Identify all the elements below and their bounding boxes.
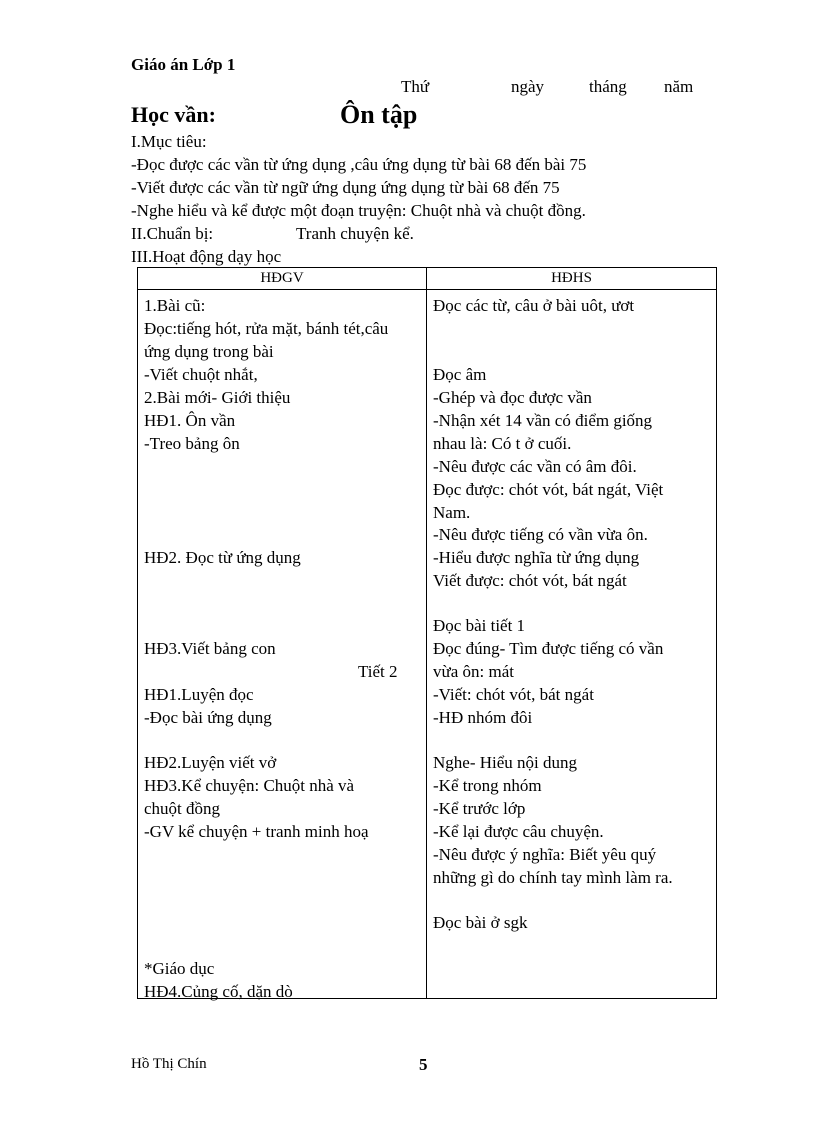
teacher-line: HĐ1. Ôn vần [144, 411, 236, 430]
subject-label: Học vần: [131, 102, 216, 127]
student-line: Đọc được: chót vót, bát ngát, Việt [433, 480, 664, 499]
student-line: Đọc bài ở sgk [433, 913, 528, 932]
student-line: Nghe- Hiểu nội dung [433, 753, 578, 772]
student-line: -Viết: chót vót, bát ngát [433, 685, 594, 704]
objectives-heading: I.Mục tiêu: [131, 132, 207, 151]
student-line: Đọc âm [433, 365, 487, 384]
preparation-value: Tranh chuyện kể. [296, 224, 414, 243]
student-line: -Hiểu được nghĩa từ ứng dụng [433, 548, 640, 567]
student-line: -Ghép và đọc được vần [433, 388, 592, 407]
student-line: Nam. [433, 503, 471, 522]
date-date-label: ngày [511, 77, 545, 96]
objective-item-2: -Viết được các vần từ ngữ ứng dụng ứng dụng từ bài 68 đến 75 [131, 178, 560, 197]
teacher-line: HĐ3.Viết bảng con [144, 639, 276, 658]
teacher-line: -Viết chuột nhắt, [144, 365, 258, 384]
student-line: nhau là: Có t ở cuối. [433, 434, 572, 453]
teacher-line: HĐ3.Kể chuyện: Chuột nhà và [144, 776, 355, 795]
teacher-line: -Treo bảng ôn [144, 434, 240, 453]
student-line: -Nêu được các vần có âm đôi. [433, 457, 637, 476]
footer-author: Hồ Thị Chín [131, 1056, 207, 1072]
teacher-line: Đọc:tiếng hót, rửa mặt, bánh tét,câu [144, 319, 389, 338]
student-activities-cell [427, 290, 717, 999]
student-line: -HĐ nhóm đôi [433, 708, 533, 727]
student-line: những gì do chính tay mình làm ra. [433, 868, 673, 887]
teacher-line: *Giáo dục [144, 959, 215, 978]
teacher-line: HĐ1.Luyện đọc [144, 685, 254, 704]
teacher-line: HĐ2.Luyện viết vở [144, 753, 277, 772]
student-line: -Nhận xét 14 vần có điểm giống [433, 411, 653, 430]
student-line: Đọc đúng- Tìm được tiếng có vần [433, 639, 664, 658]
teacher-column-header: HĐGV [138, 268, 427, 290]
preparation-heading: II.Chuẩn bị: [131, 224, 214, 243]
date-day-label: Thứ [401, 77, 430, 96]
student-line: -Nêu được tiếng có vần vừa ôn. [433, 525, 648, 544]
teacher-line: HĐ4.Củng cố, dặn dò [144, 982, 293, 1001]
document-header-title: Giáo án Lớp 1 [131, 55, 236, 74]
teacher-activities-cell [138, 290, 427, 999]
objective-item-1: -Đọc được các vần từ ứng dụng ,câu ứng dụng từ bài 68 đến bài 75 [131, 155, 587, 174]
student-line: -Kể trước lớp [433, 799, 526, 818]
student-line: Đọc các từ, câu ở bài uôt, ươt [433, 296, 635, 315]
objective-item-3: -Nghe hiểu và kể được một đoạn truyện: Chuột nhà và chuột đồng. [131, 201, 586, 220]
teacher-line: -Đọc bài ứng dụng [144, 708, 272, 727]
student-line: -Nêu được ý nghĩa: Biết yêu quý [433, 845, 657, 864]
teacher-line: HĐ2. Đọc từ ứng dụng [144, 548, 301, 567]
teacher-line: 2.Bài mới- Giới thiệu [144, 388, 291, 407]
lesson-title: Ôn tập [340, 100, 418, 129]
date-year-label: năm [664, 77, 694, 96]
student-line: -Kể lại được câu chuyện. [433, 822, 604, 841]
student-line: vừa ôn: mát [433, 662, 514, 681]
page-number: 5 [419, 1055, 428, 1074]
student-line: Viết được: chót vót, bát ngát [433, 571, 627, 590]
teacher-line: -GV kể chuyện + tranh minh hoạ [144, 822, 369, 841]
student-line: -Kể trong nhóm [433, 776, 542, 795]
period-label: Tiết 2 [358, 662, 398, 681]
date-month-label: tháng [589, 77, 627, 96]
teacher-line: chuột đồng [144, 799, 221, 818]
activities-heading: III.Hoạt động dạy học [131, 247, 282, 266]
lesson-activities-table [137, 267, 717, 999]
student-column-header: HĐHS [427, 268, 717, 290]
teacher-line: 1.Bài cũ: [144, 296, 206, 315]
student-line: Đọc bài tiết 1 [433, 616, 526, 635]
teacher-line: ứng dụng trong bài [144, 342, 274, 361]
